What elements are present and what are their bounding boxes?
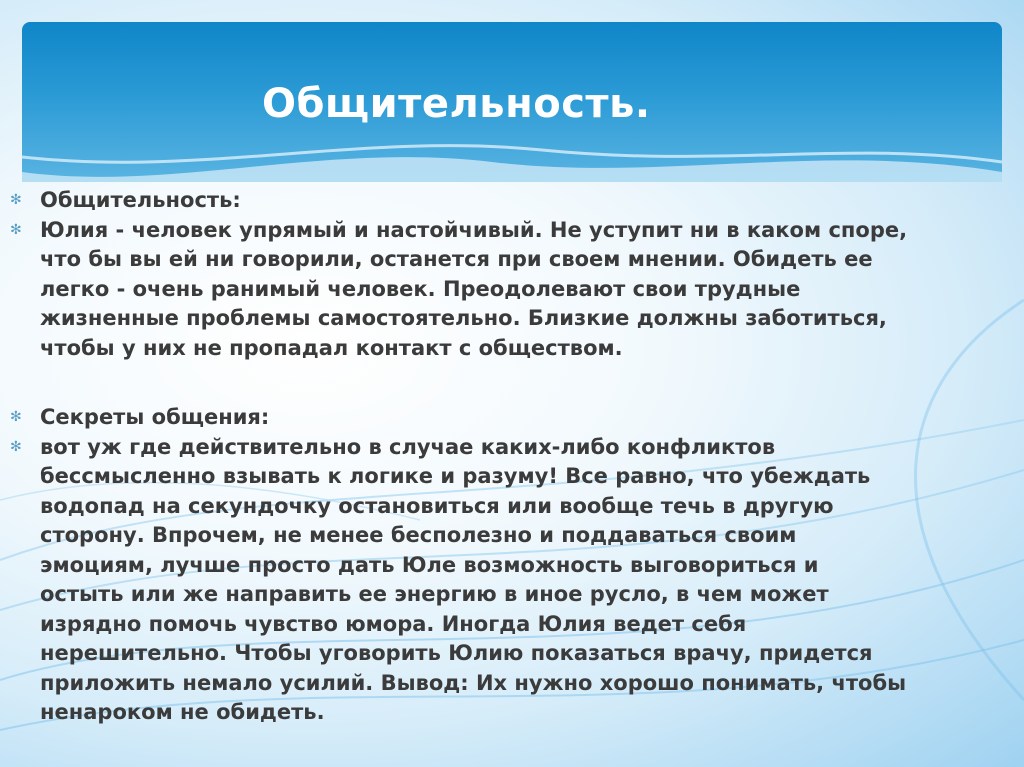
asterisk-bullet-icon: ✻	[10, 438, 22, 455]
slide-title: Общительность.	[262, 81, 651, 127]
slide-body	[8, 186, 1014, 728]
bullet-text: Секреты общения:	[40, 405, 270, 429]
spacer	[8, 363, 1014, 403]
asterisk-bullet-icon: ✻	[10, 221, 22, 238]
bullet-text: Общительность:	[40, 188, 241, 212]
bullet-text: вот уж где действительно в случае каких-либо конфликтов бессмысленно взывать к логике и разуму! Все равно, что убеждать водопад на секундочку остановиться или вообще течь в другую сторону. Впрочем, не менее бесполезно и поддаваться своим эмоциям, лучше просто дать Юле возможность выговориться и остыть или же направить ее энергию в иное русло, в чем может изрядно помочь чувство юмора. Иногда Юлия ведет себя нерешительно. Чтобы уговорить Юлию показаться врачу, придется приложить немало усилий. Вывод: Их нужно хорошо понимать, чтобы ненароком не обидеть.	[40, 434, 907, 724]
bullet-item	[8, 403, 1014, 433]
bullet-item	[8, 433, 1014, 728]
bullet-item	[8, 186, 1014, 216]
bullet-text: Юлия - человек упрямый и настойчивый. Не уступит ни в каком споре, что бы вы ей ни говорили, останется при своем мнении. Обидеть ее легко - очень ранимый человек. Преодолевают свои трудные жизненные проблемы самостоятельно. Близкие должны заботиться, чтобы у них не пропадал контакт с обществом.	[40, 217, 908, 360]
asterisk-bullet-icon: ✻	[10, 409, 22, 425]
asterisk-bullet-icon: ✻	[10, 192, 22, 208]
bullet-item	[8, 216, 1014, 364]
